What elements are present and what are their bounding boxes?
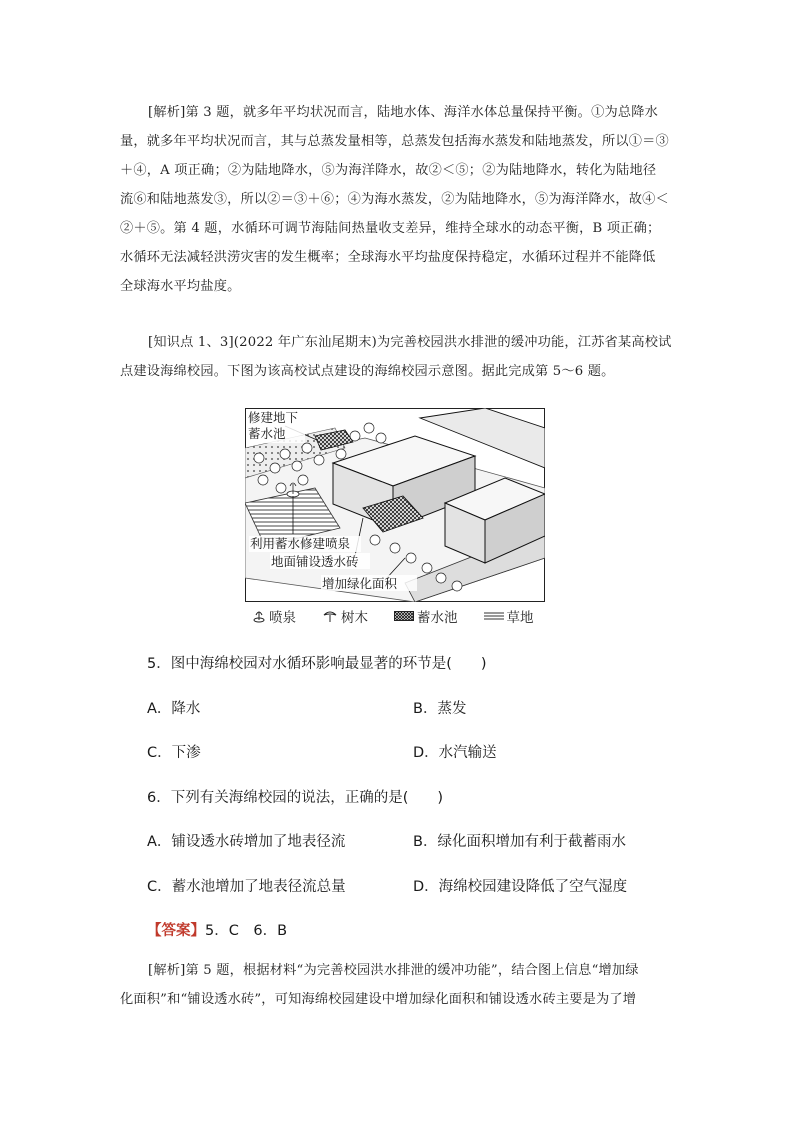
diagram-legend — [252, 606, 534, 626]
text-line: 流⑥和陆地蒸发③，所以②＝③＋⑥；④为海水蒸发，②为陆地降水，⑤为海洋降水，故④＜ — [120, 192, 669, 207]
text-line: ＋④，A 项正确；②为陆地降水，⑤为海洋降水，故②＜⑤；②为陆地降水，转化为陆地径 — [120, 163, 657, 178]
legend-grass — [484, 606, 534, 626]
answer-line — [147, 919, 287, 940]
label-fountain: 利用蓄水修建喷泉 — [250, 536, 351, 551]
pool-hatch-icon — [394, 611, 414, 621]
intro-paragraph — [120, 328, 680, 386]
question-5-option-a: A．降水 — [147, 701, 201, 717]
grass-icon — [484, 611, 504, 621]
legend-pool-label: 蓄水池 — [417, 610, 458, 626]
legend-pool — [394, 606, 458, 626]
text-line: [解析]第 3 题，就多年平均状况而言，陆地水体、海洋水体总量保持平衡。①为总降水 — [148, 105, 659, 120]
text-line: [解析]第 5 题，根据材料“为完善校园洪水排泄的缓冲功能”，结合图上信息“增加绿 — [148, 963, 639, 978]
label-green: 增加绿化面积 — [322, 576, 398, 591]
legend-tree — [322, 606, 368, 626]
question-5-stem: 5．图中海绵校园对水循环影响最显著的环节是( ) — [147, 656, 487, 672]
question-6-option-a: A．铺设透水砖增加了地表径流 — [147, 834, 346, 850]
text-line: 化面积”和“铺设透水砖”，可知海绵校园建设中增加绿化面积和铺设透水砖主要是为了增 — [120, 992, 637, 1007]
label-bricks: 地面铺设透水砖 — [271, 554, 359, 569]
question-5-option-c: C．下渗 — [147, 745, 201, 761]
analysis-paragraph-2 — [120, 956, 680, 1014]
label-reservoir-line2: 蓄水池 — [248, 426, 286, 441]
text-line: [知识点 1、3](2022 年广东汕尾期末)为完善校园洪水排泄的缓冲功能，江苏省某高校试 — [148, 335, 672, 350]
question-5-option-b: B．蒸发 — [413, 701, 467, 717]
answer-text: 5．C 6．B — [205, 923, 288, 939]
legend-fountain-label: 喷泉 — [269, 610, 296, 626]
analysis-paragraph-1 — [120, 98, 680, 301]
question-6-option-c: C．蓄水池增加了地表径流总量 — [147, 879, 346, 895]
question-6-stem: 6．下列有关海绵校园的说法，正确的是( ) — [147, 790, 444, 806]
answer-tag: 【答案】 — [147, 923, 205, 939]
text-line: 量，就多年平均状况而言，其与总蒸发量相等，总蒸发包括海水蒸发和陆地蒸发，所以①＝③ — [120, 134, 669, 149]
legend-fountain — [252, 606, 296, 626]
label-reservoir-line1: 修建地下 — [248, 410, 299, 425]
fountain-icon — [252, 609, 266, 623]
legend-grass-label: 草地 — [506, 610, 534, 626]
text-line: 全球海水平均盐度。 — [120, 279, 241, 294]
question-5-option-d: D．水汽输送 — [413, 745, 497, 761]
question-6-option-b: B．绿化面积增加有利于截蓄雨水 — [413, 834, 626, 850]
diagram-svg — [245, 408, 545, 602]
text-line: 点建设海绵校园。下图为该高校试点建设的海绵校园示意图。据此完成第 5～6 题。 — [120, 364, 615, 379]
legend-tree-label: 树木 — [341, 610, 368, 626]
question-6-option-d: D．海绵校园建设降低了空气湿度 — [413, 879, 628, 895]
text-line: 水循环无法减轻洪涝灾害的发生概率；全球海水平均盐度保持稳定，水循环过程并不能降低 — [120, 250, 656, 265]
text-line: ②＋⑤。第 4 题，水循环可调节海陆间热量收支差异，维持全球水的动态平衡，B 项正确； — [120, 221, 661, 236]
sponge-campus-diagram — [245, 408, 545, 602]
tree-icon — [322, 609, 338, 623]
